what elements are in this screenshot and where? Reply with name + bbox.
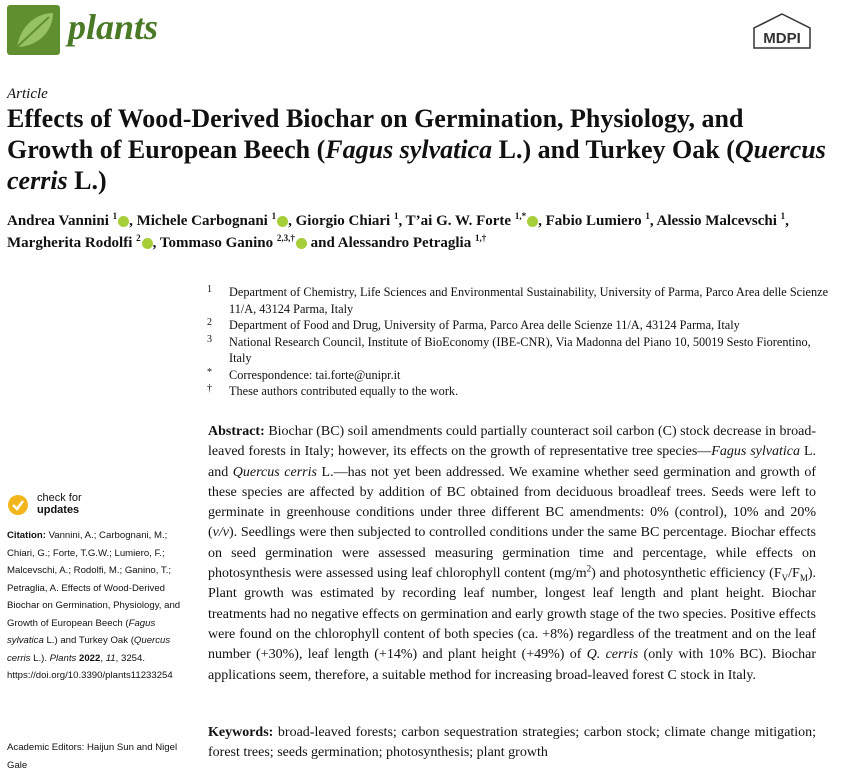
author-list: Andrea Vannini $^1$ , Michele Carbognani $^1$ , Giorgio Chiari $^1$, T’ai G. W. Forte $^{1,*}$ , Fabio Lumiero $^1$, Alessio Malcevschi $^1$, Margherita Rodolfi $^2$ , Tommaso Ganino $^{2,3,\dagger}$ and Alessandro Petraglia $^{1,\dagger}$ [7, 211, 789, 251]
orcid-icon[interactable] [296, 238, 307, 249]
author[interactable]: Alessio Malcevschi $^1$ [656, 211, 786, 229]
affiliation: * Correspondence: tai.forte@unipr.it [207, 366, 401, 382]
authors-and: and [310, 235, 335, 251]
check-updates-icon [7, 494, 29, 516]
author[interactable]: Margherita Rodolfi $^2$ [7, 235, 153, 251]
publisher-name: MDPI [763, 30, 801, 47]
updates-label: updates [37, 504, 80, 516]
article-type: Article [7, 86, 48, 102]
orcid-icon[interactable] [527, 216, 538, 227]
academic-editors: Academic Editors: Haijun Sun and Nigel Gale [7, 742, 178, 771]
keywords: Keywords: broad-leaved forests; carbon sequestration strategies; carbon stock; climate change mitigation; forest trees; seeds germination; photosynthesis; plant growth [208, 725, 816, 761]
author[interactable]: Michele Carbognani $^1$ [137, 213, 289, 229]
citation: Citation: Vannini, A.; Carbognani, M.; Chiari, G.; Forte, T.G.W.; Lumiero, F.; Malcevschi, A.; Rodolfi, M.; Ganino, T.; Petraglia, A. Effects of Wood-Derived Biochar on Germination, Physiology, and Growth of European Beech (Fagus sylvatica L.) and Turkey Oak (Quercus cerris L.). Plants 2022, 11, 3254. https://doi.org/10.3390/plants11233254 [7, 530, 181, 681]
affiliation: 2 Department of Food and Drug, University of Parma, Parco Area delle Scienze 11/A, 43124 Parma, Italy [207, 317, 740, 332]
citation-label: Citation: [7, 530, 46, 541]
author[interactable]: Fabio Lumiero $^1$ [545, 211, 650, 229]
affiliation: † These authors contributed equally to the work. [207, 383, 459, 398]
check-for-label: check for [37, 492, 82, 504]
author[interactable]: Alessandro Petraglia $^{1,\dagger}$ [337, 233, 487, 251]
affiliation: 1 Department of Chemistry, Life Sciences and Environmental Sustainability, University of Parma, Parco Area delle Scienze 11/A, 43124 Parma, Italy [207, 284, 829, 316]
author[interactable]: Giorgio Chiari $^1$ [295, 211, 399, 229]
journal-name: plants [68, 7, 159, 47]
orcid-icon[interactable] [118, 216, 129, 227]
leaf-icon [7, 5, 60, 55]
author[interactable]: Andrea Vannini $^1$ [7, 213, 129, 229]
journal-logo [7, 5, 60, 55]
affiliations [205, 284, 835, 400]
author[interactable]: Tommaso Ganino $^{2,3,\dagger}$ [160, 235, 307, 251]
mdpi-logo [750, 12, 814, 52]
abstract-label: Abstract: [208, 424, 265, 439]
orcid-icon[interactable] [277, 216, 288, 227]
article-title: Effects of Wood-Derived Biochar on Germination, Physiology, and Growth of European Beech (Fagus sylvatica L.) and Turkey Oak (Quercus cerris L.) [7, 104, 826, 195]
abstract: Abstract: Biochar (BC) soil amendments could partially counteract soil carbon (C) stock decrease in broad-leaved forests in Italy; however, its effects on the growth of representative tree species—Fagus sylvatica L. and Quercus cerris L.—has not yet been addressed. We examine whether seed germination and growth of these species are affected by addition of BC obtained from deciduous broadleaf trees. Seeds were left to germinate in greenhouse conditions under three different BC amendments: 0% (control), 10% and 20% (v/v). Seedlings were then subjected to controlled conditions under the same BC percentage. Biochar effects on seed germination were assessed measuring germination time and percentage, while effects on photosynthesis were assessed using leaf chlorophyll content $(mg/m^2)$ and photosynthetic efficiency $(F_V/F_M)$. Plant growth was estimated by recording leaf number, longest leaf length and plant height. Biochar treatments had no negative effects on germination and early growth stage of the two species. Positive effects were found on the chlorophyll content of both species (ca. +8%) regardless of the treatment and on the leaf number (+30%), leaf length (+14%) and plant height (+49%) of Q. cerris (only with 10% BC). Biochar applications seem, therefore, a suitable method for increasing broad-leaved forest C stock in Italy. [208, 424, 817, 683]
affiliation: 3 National Research Council, Institute of BioEconomy (IBE-CNR), Via Madonna del Piano 10, 50019 Sesto Fiorentino, Italy [207, 333, 811, 365]
orcid-icon[interactable] [142, 238, 153, 249]
keywords-label: Keywords: [208, 725, 274, 740]
author[interactable]: T’ai G. W. Forte $^{1,*}$ [406, 213, 538, 229]
